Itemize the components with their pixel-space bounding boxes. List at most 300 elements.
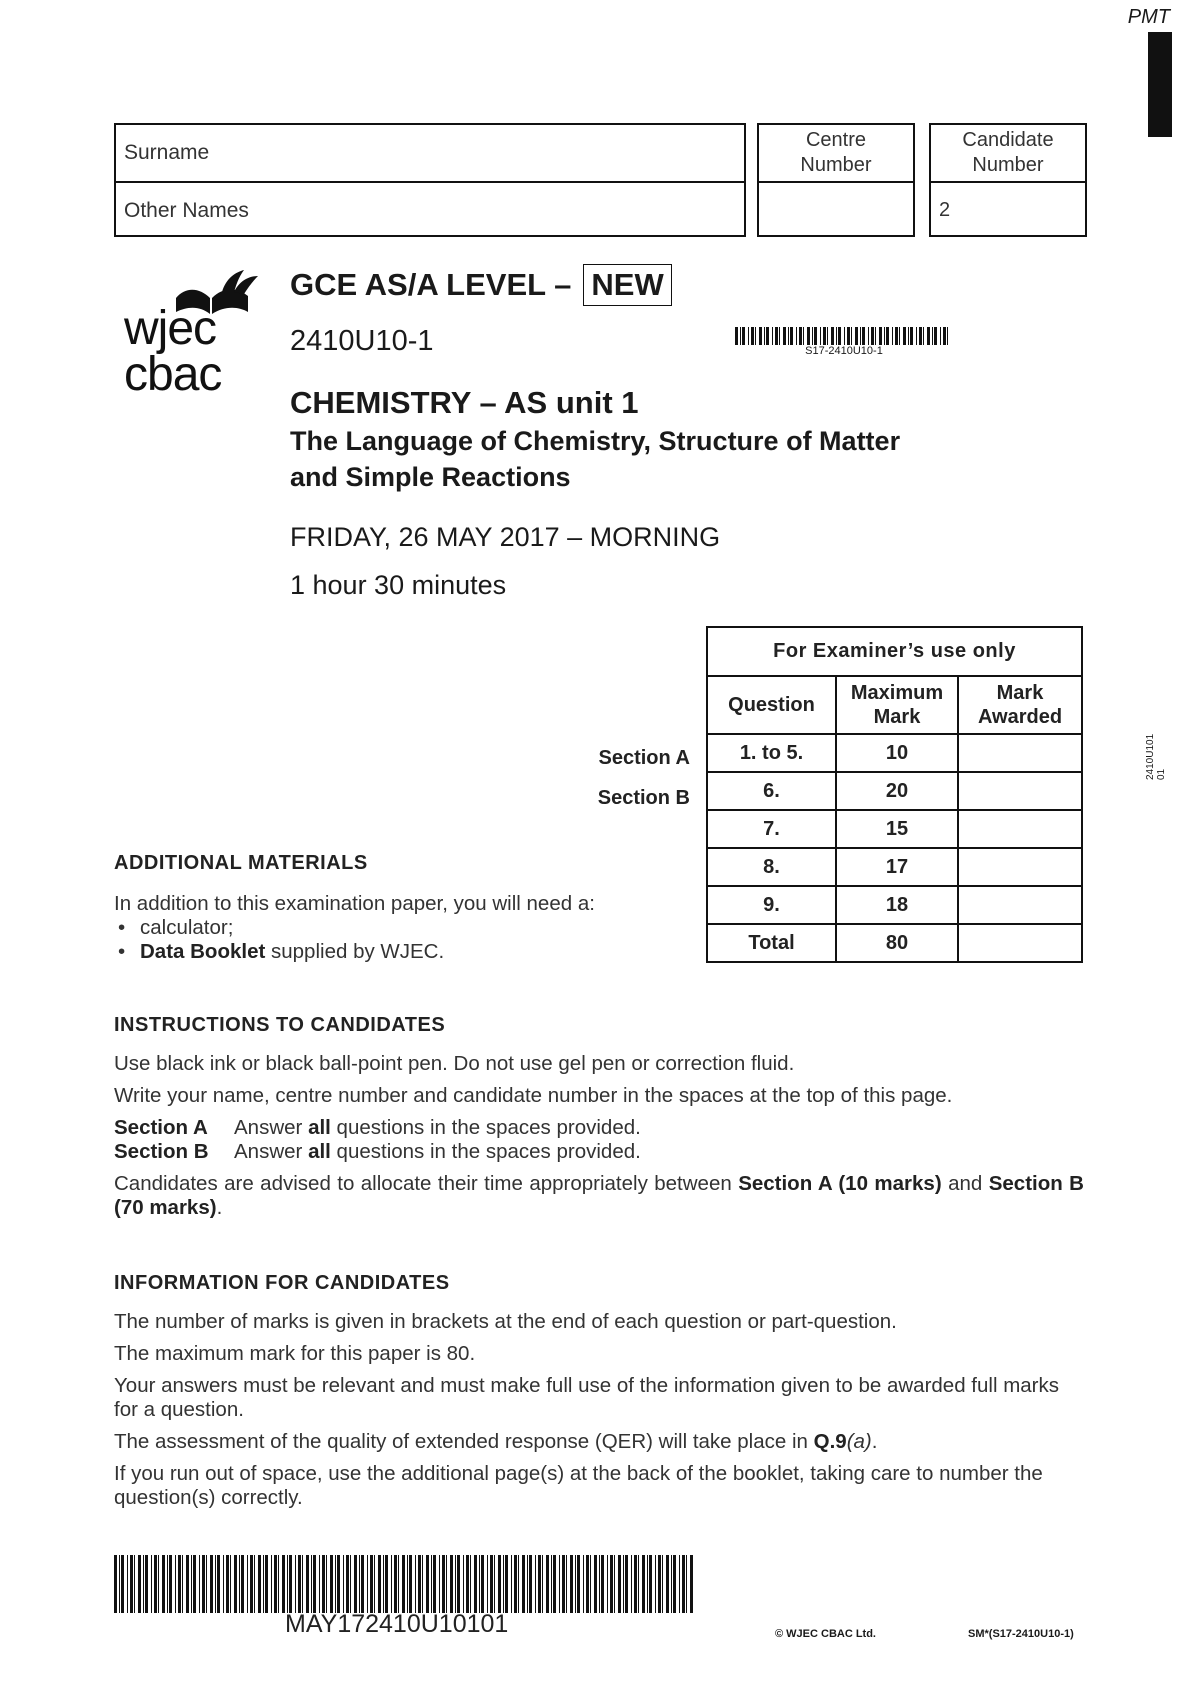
mark-awarded-cell[interactable] [958, 886, 1082, 924]
barcode-bar [455, 1555, 456, 1613]
other-names-field[interactable] [116, 183, 744, 239]
barcode-bar [638, 1555, 639, 1613]
mark-awarded-cell[interactable] [958, 848, 1082, 886]
logo-cbac-text: cbac [124, 348, 222, 401]
wjec-logo [124, 268, 264, 401]
barcode-bar [498, 1555, 501, 1613]
barcode-bar [503, 1555, 504, 1613]
instructions-heading: INSTRUCTIONS TO CANDIDATES [114, 1014, 446, 1036]
barcode-bar [319, 1555, 320, 1613]
barcode-bar [121, 1555, 124, 1613]
barcode-bar [431, 1555, 432, 1613]
small-barcode-text: S17-2410U10-1 [805, 345, 883, 357]
barcode-bar [418, 1555, 421, 1613]
barcode-bar [154, 1555, 157, 1613]
answer-pre: Answer [234, 1116, 309, 1139]
barcode-bar [812, 327, 813, 345]
barcode-bar [217, 1555, 220, 1613]
instruction-line2: Write your name, centre number and candidate number in the spaces at the top of this page. [114, 1084, 953, 1107]
barcode-bar [306, 1555, 309, 1613]
barcode-bar [943, 327, 946, 345]
barcode-bar [860, 327, 861, 345]
qualification-title [290, 264, 672, 306]
bullet-data-booklet-bold: Data Booklet [140, 940, 266, 963]
barcode-bar [790, 327, 793, 345]
barcode-bar [258, 1555, 261, 1613]
logo-wjec-text: wjec [124, 302, 217, 355]
barcode-bar [426, 1555, 429, 1613]
barcode-bar [119, 1555, 120, 1613]
barcode-bar [402, 1555, 405, 1613]
barcode-bar [226, 1555, 229, 1613]
section-a-label: Section A [598, 747, 690, 769]
barcode-bar [910, 327, 913, 345]
barcode-bar [831, 327, 834, 345]
answer-pre: Answer [234, 1140, 309, 1163]
paper-reference: SM*(S17-2410U10-1) [968, 1628, 1074, 1640]
barcode-bar [919, 327, 922, 345]
list-item: • calculator; [118, 916, 234, 939]
centre-number-header [759, 125, 913, 183]
surname-label: Surname [124, 141, 210, 164]
bullet-calculator: calculator; [140, 916, 234, 939]
barcode-bar [772, 327, 773, 345]
barcode-bar [551, 1555, 552, 1613]
barcode-bar [215, 1555, 216, 1613]
barcode-bar [463, 1555, 464, 1613]
barcode-bar [742, 327, 745, 345]
barcode-bar [287, 1555, 288, 1613]
barcode-bar [655, 1555, 656, 1613]
barcode-bar [838, 327, 841, 345]
barcode-bar [836, 327, 837, 345]
advice-section-b: Section B (70 marks) [114, 1172, 1084, 1219]
barcode-bar [690, 1555, 693, 1613]
barcode-bar [230, 1555, 231, 1613]
barcode-bar [899, 327, 900, 345]
barcode-bar [158, 1555, 159, 1613]
barcode-bar [359, 1555, 360, 1613]
barcode-bar [923, 327, 924, 345]
info-line3: Your answers must be relevant and must make full use of the information given to be awarded full marks for a question. [114, 1374, 1060, 1421]
info-line4-post: . [871, 1430, 878, 1453]
barcode-bar [546, 1555, 549, 1613]
barcode-bar [335, 1555, 336, 1613]
barcode-bar [151, 1555, 152, 1613]
barcode-bar [916, 327, 917, 345]
barcode-bar [671, 1555, 672, 1613]
candidate-number-box [929, 123, 1087, 237]
time-advice [114, 1172, 1084, 1220]
advice-pre: Candidates are advised to allocate their time appropriately between [114, 1172, 739, 1195]
barcode-bar [250, 1555, 253, 1613]
barcode-bar [354, 1555, 357, 1613]
barcode-bar [182, 1555, 183, 1613]
new-badge: NEW [583, 264, 671, 306]
mark-awarded-cell[interactable] [958, 810, 1082, 848]
barcode-bar [851, 327, 852, 345]
barcode-bar [346, 1555, 349, 1613]
barcode-bar [241, 1555, 244, 1613]
barcode-bar [383, 1555, 384, 1613]
advice-post: . [216, 1196, 223, 1219]
barcode-bar [457, 1555, 460, 1613]
barcode-bar [278, 1555, 279, 1613]
total-label-cell: Total [707, 924, 836, 962]
table-row [707, 734, 1082, 772]
barcode-bar [590, 1555, 591, 1613]
barcode-bar [868, 327, 869, 345]
barcode-bar [594, 1555, 597, 1613]
candidate-number-header [931, 125, 1085, 183]
table-row [707, 886, 1082, 924]
barcode-bar [439, 1555, 440, 1613]
info-line1: The number of marks is given in brackets at the end of each question or part-question. [114, 1310, 897, 1333]
advice-mid: and [941, 1172, 989, 1195]
barcode-bar [927, 327, 930, 345]
barcode-bar [542, 1555, 543, 1613]
barcode-bar [583, 1555, 584, 1613]
barcode-bar [298, 1555, 301, 1613]
examiner-table-title: For Examiner’s use only [707, 627, 1082, 676]
barcode-bar [871, 327, 874, 345]
barcode-bar [766, 327, 769, 345]
barcode-bar [313, 1555, 316, 1613]
max-mark-cell: 20 [836, 772, 958, 810]
subtitle-line1: The Language of Chemistry, Structure of Matter [290, 426, 901, 456]
barcode-bar [422, 1555, 423, 1613]
barcode-bar [223, 1555, 224, 1613]
barcode-bar [169, 1555, 172, 1613]
instruction-line1: Use black ink or black ball-point pen. Do not use gel pen or correction fluid. [114, 1052, 795, 1075]
question-cell: 9. [707, 886, 836, 924]
barcode-bar [610, 1555, 613, 1613]
barcode-bar [879, 327, 882, 345]
barcode-bar [254, 1555, 255, 1613]
barcode-bar [522, 1555, 525, 1613]
mark-awarded-cell[interactable] [958, 772, 1082, 810]
barcode-bar [535, 1555, 536, 1613]
barcode-bar [274, 1555, 277, 1613]
barcode-bar [234, 1555, 237, 1613]
barcode-bar [514, 1555, 517, 1613]
barcode-bar [167, 1555, 168, 1613]
info-line4-pre: The assessment of the quality of extended response (QER) will take place in [114, 1430, 814, 1453]
barcode-bar [518, 1555, 519, 1613]
barcode-bar [322, 1555, 325, 1613]
barcode-bar [642, 1555, 645, 1613]
barcode-bar [370, 1555, 373, 1613]
barcode-bar [607, 1555, 608, 1613]
section-b-instruction-label: Section B [114, 1140, 209, 1163]
barcode-bar [210, 1555, 213, 1613]
barcode-bar [466, 1555, 469, 1613]
question-cell: 7. [707, 810, 836, 848]
barcode-bar [487, 1555, 488, 1613]
centre-number-field[interactable] [759, 183, 913, 237]
barcode-bar [527, 1555, 528, 1613]
barcode-bar [415, 1555, 416, 1613]
barcode-bar [145, 1555, 148, 1613]
info-line5: If you run out of space, use the additional page(s) at the back of the booklet, taking care to number the question(s) correctly. [114, 1462, 1043, 1509]
side-code-line1: 2410U101 [1145, 733, 1156, 780]
barcode-bar [178, 1555, 181, 1613]
exam-date: FRIDAY, 26 MAY 2017 – MORNING [290, 522, 721, 552]
candidate-label-line1: Candidate [962, 129, 1054, 151]
barcode-bar [903, 327, 906, 345]
barcode-bar [686, 1555, 687, 1613]
barcode-bar [759, 327, 762, 345]
barcode-bar [647, 1555, 648, 1613]
barcode-bar [740, 327, 741, 345]
barcode-bar [783, 327, 786, 345]
barcode-bar [559, 1555, 560, 1613]
barcode-bar [374, 1555, 375, 1613]
col-awarded-line2: Awarded [977, 706, 1063, 728]
info-line4-question: Q.9 [813, 1430, 847, 1453]
subtitle-line2: and Simple Reactions [290, 462, 571, 492]
barcode-bar [134, 1555, 135, 1613]
instructions-text [114, 1052, 1084, 1228]
additional-materials-heading: ADDITIONAL MATERIALS [114, 852, 368, 874]
barcode-bar [673, 1555, 676, 1613]
total-row [707, 924, 1082, 962]
barcode-bar [814, 327, 817, 345]
barcode-bar [481, 1555, 484, 1613]
barcode-bar [682, 1555, 685, 1613]
section-b-label: Section B [597, 787, 690, 809]
answer-bold: all [308, 1140, 331, 1163]
candidate-number-field[interactable]: 2 [939, 198, 951, 221]
barcode-bar [247, 1555, 248, 1613]
table-row [707, 848, 1082, 886]
barcode-bar [474, 1555, 477, 1613]
barcode-bar [625, 1555, 628, 1613]
barcode-bar [391, 1555, 392, 1613]
barcode-bar [330, 1555, 333, 1613]
barcode-bar [803, 327, 804, 345]
exam-duration: 1 hour 30 minutes [290, 570, 507, 600]
barcode-bar [130, 1555, 133, 1613]
barcode-bar [634, 1555, 637, 1613]
barcode-bar [855, 327, 858, 345]
paper-code: 2410U10-1 [290, 325, 434, 357]
barcode-bar [538, 1555, 541, 1613]
barcode-bar [326, 1555, 327, 1613]
col-max-line2: Mark [873, 706, 921, 728]
barcode-bar [947, 327, 948, 345]
list-item: • Data Booklet supplied by WJEC. [118, 940, 445, 963]
barcode-bar [779, 327, 780, 345]
advice-section-a: Section A (10 marks) [738, 1172, 942, 1195]
barcode-bar [847, 327, 850, 345]
centre-number-box [757, 123, 915, 237]
barcode-bar [239, 1555, 240, 1613]
answer-post: questions in the spaces provided. [330, 1140, 641, 1163]
barcode-bar [764, 327, 765, 345]
barcode-bar [875, 327, 876, 345]
barcode-bar [442, 1555, 445, 1613]
barcode-bar [265, 1555, 268, 1613]
barcode-bar [807, 327, 810, 345]
other-names-label: Other Names [124, 199, 249, 222]
barcode-bar [755, 327, 756, 345]
question-cell: 6. [707, 772, 836, 810]
small-barcode [735, 327, 953, 345]
barcode-bar [311, 1555, 312, 1613]
col-awarded-header [958, 676, 1082, 734]
barcode-bar [932, 327, 933, 345]
max-mark-cell: 10 [836, 734, 958, 772]
section-a-instruction [114, 1116, 1084, 1140]
barcode-bar [494, 1555, 495, 1613]
barcode-bar [385, 1555, 388, 1613]
main-barcode [114, 1555, 694, 1613]
barcode-bar [775, 327, 778, 345]
information-heading: INFORMATION FOR CANDIDATES [114, 1272, 450, 1294]
barcode-bar [433, 1555, 436, 1613]
barcode-bar [127, 1555, 128, 1613]
barcode-bar [361, 1555, 364, 1613]
barcode-bar [908, 327, 909, 345]
pmt-label: PMT [1127, 6, 1170, 28]
barcode-bar [302, 1555, 303, 1613]
barcode-bar [337, 1555, 340, 1613]
surname-field[interactable] [116, 125, 744, 183]
barcode-bar [271, 1555, 272, 1613]
barcode-bar [895, 327, 898, 345]
info-line4 [114, 1430, 1084, 1454]
barcode-bar [394, 1555, 397, 1613]
name-box [114, 123, 746, 237]
side-paper-code [1145, 734, 1167, 780]
barcode-bar [206, 1555, 207, 1613]
col-question-header: Question [707, 676, 836, 734]
barcode-bar [940, 327, 941, 345]
barcode-bar [162, 1555, 165, 1613]
max-mark-cell: 17 [836, 848, 958, 886]
barcode-bar [343, 1555, 344, 1613]
paper-subtitle [290, 423, 990, 495]
barcode-bar [601, 1555, 604, 1613]
barcode-bar [367, 1555, 368, 1613]
qualification-text: GCE AS/A LEVEL – [290, 267, 572, 302]
barcode-bar [191, 1555, 192, 1613]
barcode-bar [666, 1555, 669, 1613]
barcode-bar [575, 1555, 576, 1613]
additional-materials-intro: In addition to this examination paper, you will need a: [114, 892, 595, 915]
barcode-bar [618, 1555, 621, 1613]
barcode-bar [289, 1555, 292, 1613]
barcode-bar [577, 1555, 580, 1613]
barcode-bar [599, 1555, 600, 1613]
barcode-bar [409, 1555, 412, 1613]
col-max-header [836, 676, 958, 734]
barcode-bar [799, 327, 802, 345]
barcode-bar [823, 327, 826, 345]
copyright: © WJEC CBAC Ltd. [775, 1628, 876, 1640]
barcode-bar [788, 327, 789, 345]
barcode-bar [263, 1555, 264, 1613]
question-cell: 8. [707, 848, 836, 886]
barcode-bar [175, 1555, 176, 1613]
barcode-bar [844, 327, 845, 345]
barcode-bar [827, 327, 828, 345]
side-code-line2: 01 [1156, 768, 1167, 780]
timing-mark [1148, 32, 1172, 137]
answer-bold: all [308, 1116, 331, 1139]
barcode-bar [934, 327, 937, 345]
max-mark-cell: 18 [836, 886, 958, 924]
barcode-bar [886, 327, 889, 345]
centre-label-line1: Centre [805, 129, 866, 151]
barcode-bar [566, 1555, 567, 1613]
barcode-bar [735, 327, 738, 345]
barcode-bar [553, 1555, 556, 1613]
max-mark-cell: 15 [836, 810, 958, 848]
total-max-cell: 80 [836, 924, 958, 962]
col-awarded-line1: Mark [996, 682, 1044, 704]
barcode-bar [378, 1555, 381, 1613]
subject-title: CHEMISTRY – AS unit 1 [290, 385, 639, 420]
barcode-bar [398, 1555, 399, 1613]
barcode-bar [282, 1555, 285, 1613]
mark-awarded-cell[interactable] [958, 734, 1082, 772]
barcode-bar [193, 1555, 196, 1613]
information-text [114, 1310, 1084, 1518]
barcode-bar [479, 1555, 480, 1613]
barcode-bar [658, 1555, 661, 1613]
barcode-bar [350, 1555, 351, 1613]
main-barcode-text: MAY172410U10101 [285, 1610, 509, 1638]
barcode-bar [679, 1555, 680, 1613]
barcode-bar [407, 1555, 408, 1613]
centre-label-line2: Number [800, 154, 872, 176]
table-row [707, 810, 1082, 848]
barcode-bar [796, 327, 797, 345]
question-cell: 1. to 5. [707, 734, 836, 772]
barcode-bar [631, 1555, 632, 1613]
table-row [707, 772, 1082, 810]
barcode-bar [186, 1555, 189, 1613]
barcode-bar [511, 1555, 512, 1613]
total-awarded-cell[interactable] [958, 924, 1082, 962]
barcode-bar [199, 1555, 200, 1613]
barcode-bar [529, 1555, 532, 1613]
barcode-bar [114, 1555, 117, 1613]
bullet-data-booklet-rest: supplied by WJEC. [265, 940, 445, 963]
barcode-bar [446, 1555, 447, 1613]
barcode-bar [884, 327, 885, 345]
col-max-line1: Maximum [850, 682, 944, 704]
barcode-bar [748, 327, 749, 345]
barcode-bar [562, 1555, 565, 1613]
info-line4-part: (a) [846, 1430, 872, 1453]
barcode-bar [570, 1555, 573, 1613]
barcode-bar [295, 1555, 296, 1613]
barcode-bar [892, 327, 893, 345]
additional-materials-text [114, 892, 714, 964]
barcode-bar [623, 1555, 624, 1613]
barcode-bar [586, 1555, 589, 1613]
info-line2: The maximum mark for this paper is 80. [114, 1342, 476, 1365]
barcode-bar [862, 327, 865, 345]
barcode-bar [450, 1555, 453, 1613]
barcode-bar [614, 1555, 615, 1613]
barcode-bar [820, 327, 821, 345]
barcode-bar [662, 1555, 663, 1613]
barcode-bar [649, 1555, 652, 1613]
